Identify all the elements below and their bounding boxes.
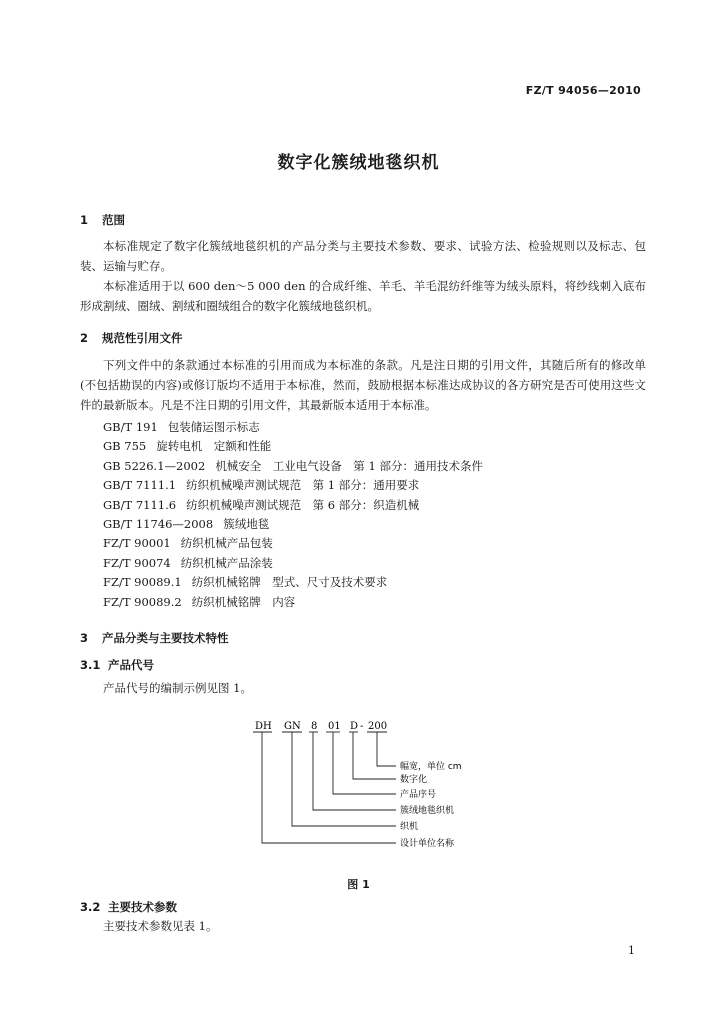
- reference-title: 旋转电机 定额和性能: [156, 439, 272, 454]
- leader-serial: [333, 732, 396, 794]
- reference-title: 纺织机械产品包装: [180, 536, 273, 551]
- reference-item: [103, 418, 483, 437]
- reference-code: FZ/T 90001: [103, 536, 171, 551]
- reference-list: [103, 418, 483, 612]
- section-number: 3: [80, 631, 89, 645]
- reference-code: GB 5226.1—2002: [103, 458, 206, 473]
- reference-code: GB/T 7111.6: [103, 497, 177, 512]
- reference-title: 纺织机械产品涂装: [180, 555, 273, 570]
- section-2-heading: [80, 330, 183, 346]
- reference-item: [103, 515, 483, 534]
- reference-title: 纺织机械铭牌 内容: [191, 594, 296, 609]
- reference-code: GB/T 11746—2008: [103, 516, 214, 531]
- code-part-01: 01: [328, 721, 341, 732]
- scope-paragraph-1: 本标准规定了数字化簇绒地毯织机的产品分类与主要技术参数、要求、试验方法、检验规则以及标志、包装、运输与贮存。: [80, 239, 646, 273]
- section-1-heading: [80, 212, 125, 228]
- standard-number: FZ/T 94056—2010: [525, 84, 641, 97]
- page-number: 1: [628, 944, 635, 957]
- section-title: 范围: [102, 213, 125, 227]
- leader-tufting: [313, 732, 396, 810]
- reference-item: [103, 593, 483, 612]
- document-title: 数字化簇绒地毯织机: [277, 153, 440, 173]
- section-3-2-heading: [80, 899, 177, 915]
- reference-code: GB 755: [103, 439, 147, 454]
- reference-code: GB/T 191: [103, 420, 158, 434]
- code-part-d: D: [350, 721, 359, 732]
- legend-tufting: 簇绒地毯织机: [400, 806, 455, 816]
- reference-code: FZ/T 90074: [103, 555, 171, 570]
- section-3-1-text: 产品代号的编制示例见图 1。: [103, 681, 252, 695]
- reference-title: 簇绒地毯: [223, 516, 270, 531]
- section-3-heading: [80, 630, 229, 646]
- reference-title: 机械安全 工业电气设备 第 1 部分：通用技术条件: [215, 458, 483, 473]
- legend-loom: 织机: [400, 822, 419, 832]
- product-code-diagram: [250, 718, 490, 858]
- reference-code: FZ/T 90089.2: [103, 594, 182, 609]
- legend-designer: 设计单位名称: [400, 839, 455, 849]
- reference-item: [103, 554, 483, 573]
- section-number: 3.2: [80, 900, 101, 914]
- legend-width: 幅宽，单位 cm: [400, 762, 462, 772]
- code-part-8: 8: [311, 721, 318, 732]
- reference-item: [103, 534, 483, 553]
- reference-item: [103, 496, 483, 515]
- leader-width: [377, 732, 396, 766]
- section-number: 2: [80, 331, 89, 345]
- section-title: 产品分类与主要技术特性: [102, 631, 229, 645]
- reference-item: [103, 457, 483, 476]
- section-title: 规范性引用文件: [102, 331, 183, 345]
- leader-lines: [262, 732, 396, 843]
- reference-code: FZ/T 90089.1: [103, 575, 182, 590]
- figure-caption: 图 1: [347, 878, 370, 891]
- legend-digital: 数字化: [400, 775, 428, 785]
- section-3-2-text: 主要技术参数见表 1。: [103, 919, 218, 933]
- code-part-dh: DH: [255, 721, 272, 732]
- section-number: 3.1: [80, 658, 101, 672]
- section-3-1-heading: [80, 657, 154, 673]
- reference-item: [103, 476, 483, 495]
- section-number: 1: [80, 213, 89, 227]
- normative-intro-paragraph: 下列文件中的条款通过本标准的引用而成为本标准的条款。凡是注日期的引用文件，其随后所有的修改单(不包括勘误的内容)或修订版均不适用于本标准，然而，鼓励根据本标准达成协议的各方研究是否可使用这些文件的最新版本。凡是不注日期的引用文件，其最新版本适用于本标准。: [80, 358, 646, 412]
- leader-digital: [353, 732, 396, 779]
- reference-title: 纺织机械噪声测试规范 第 1 部分：通用要求: [186, 478, 420, 493]
- reference-item: [103, 573, 483, 592]
- legend-serial: 产品序号: [400, 790, 437, 800]
- reference-code: GB/T 7111.1: [103, 478, 177, 493]
- reference-title: 纺织机械铭牌 型式、尺寸及技术要求: [191, 575, 388, 590]
- reference-title: 包装储运图示标志: [167, 420, 260, 434]
- reference-item: [103, 437, 483, 456]
- code-part-gn: GN: [284, 721, 301, 732]
- scope-paragraph-2: 本标准适用于以 600 den～5 000 den 的合成纤维、羊毛、羊毛混纺纤维等为绒头原料，将纱线刺入底布形成割绒、圈绒、割绒和圈绒组合的数字化簇绒地毯织机。: [80, 279, 646, 313]
- section-title: 产品代号: [108, 658, 154, 672]
- code-separator: -: [360, 721, 364, 732]
- code-part-200: 200: [368, 721, 388, 732]
- section-title: 主要技术参数: [108, 900, 177, 914]
- reference-title: 纺织机械噪声测试规范 第 6 部分：织造机械: [186, 497, 420, 512]
